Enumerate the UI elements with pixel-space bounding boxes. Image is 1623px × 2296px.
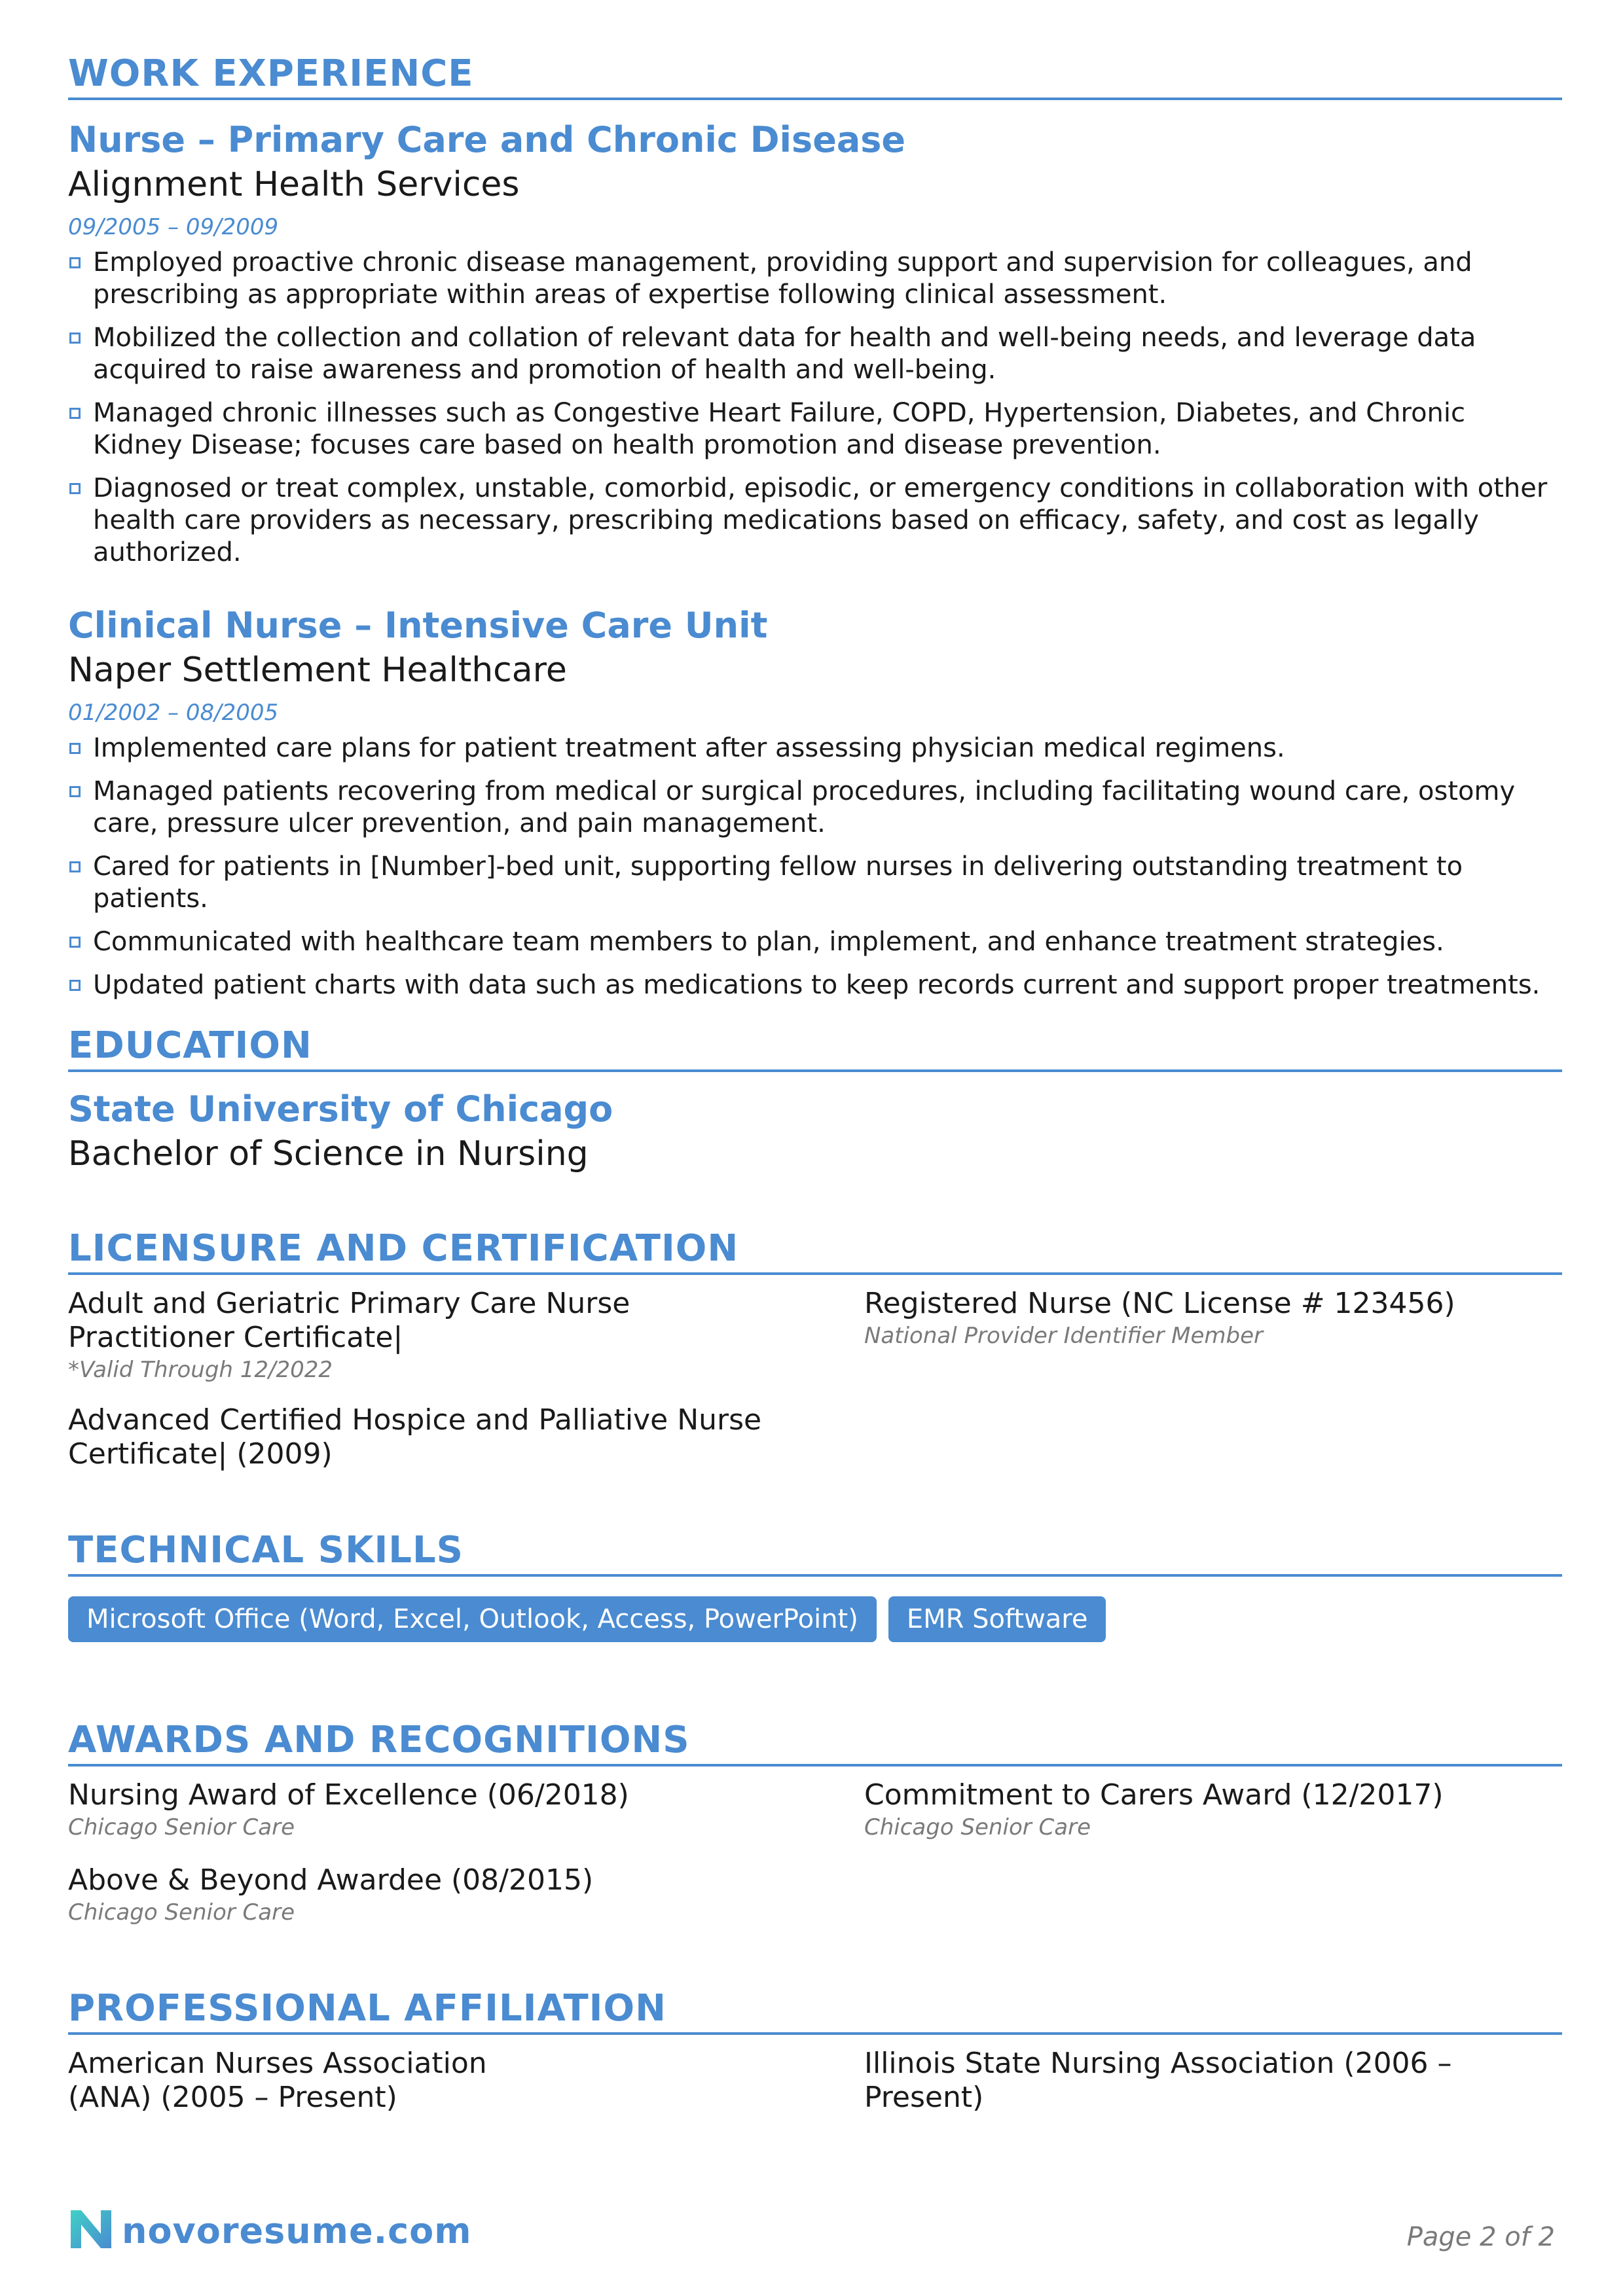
- affiliation-left-column: [68, 2047, 864, 2115]
- section-title-licensure: LICENSURE AND CERTIFICATION: [68, 1227, 1562, 1275]
- novoresume-logo[interactable]: [68, 2208, 471, 2253]
- certificate-note: *Valid Through 12/2022: [68, 1357, 333, 1383]
- job-dates: 01/2002 – 08/2005: [68, 700, 279, 726]
- award-name: Nursing Award of Excellence (06/2018): [68, 1778, 629, 1812]
- skills-section: [68, 1529, 1562, 1642]
- award-name: Above & Beyond Awardee (08/2015): [68, 1863, 594, 1897]
- skill-tag: EMR Software: [888, 1596, 1106, 1642]
- work-experience-section: [68, 52, 1562, 1013]
- education-section: [68, 1024, 1562, 1175]
- licensure-right-column: [864, 1287, 1562, 1471]
- awards-right-column: [864, 1778, 1562, 1928]
- novoresume-n-icon: [68, 2208, 114, 2253]
- company-name: Naper Settlement Healthcare: [68, 651, 567, 690]
- licensure-section: [68, 1227, 1562, 1471]
- section-title-work-experience: WORK EXPERIENCE: [68, 52, 1562, 100]
- bullet-item: Diagnosed or treat complex, unstable, comorbid, episodic, or emergency conditions in collaboration with other health care providers as necessary, prescribing medications based on efficacy, safety, and cost as legally authorized.: [68, 473, 1562, 569]
- job-entry: [68, 117, 1562, 569]
- page-number: Page 2 of 2: [1406, 2222, 1555, 2252]
- section-title-skills: TECHNICAL SKILLS: [68, 1529, 1562, 1577]
- bullet-item: Cared for patients in [Number]-bed unit, supporting fellow nurses in delivering outstanding treatment to patients.: [68, 851, 1562, 915]
- bullet-item: Mobilized the collection and collation of relevant data for health and well-being needs, and leverage data acquired to raise awareness and promotion of health and well-being.: [68, 322, 1562, 386]
- award-org: Chicago Senior Care: [864, 1814, 1091, 1840]
- school-name: State University of Chicago: [68, 1088, 613, 1130]
- job-title: Nurse – Primary Care and Chronic Disease: [68, 119, 906, 160]
- affiliation-name: American Nurses Association (ANA) (2005 – Present): [68, 2047, 487, 2114]
- affiliation-section: [68, 1987, 1562, 2115]
- skill-tag: Microsoft Office (Word, Excel, Outlook, Access, PowerPoint): [68, 1596, 877, 1642]
- affiliation-right-column: [864, 2047, 1562, 2115]
- section-title-education: EDUCATION: [68, 1024, 1562, 1072]
- bullet-item: Communicated with healthcare team members to plan, implement, and enhance treatment strategies.: [68, 926, 1562, 958]
- awards-section: [68, 1719, 1562, 1928]
- company-name: Alignment Health Services: [68, 165, 520, 204]
- licensure-left-column: [68, 1287, 864, 1471]
- affiliation-name: Illinois State Nursing Association (2006 – Present): [864, 2047, 1452, 2114]
- license-name: Registered Nurse (NC License # 123456): [864, 1287, 1455, 1320]
- award-name: Commitment to Carers Award (12/2017): [864, 1778, 1444, 1812]
- job-title: Clinical Nurse – Intensive Care Unit: [68, 605, 768, 646]
- job-bullets: [68, 732, 1562, 1001]
- certificate-name: Advanced Certified Hospice and Palliative Nurse Certificate| (2009): [68, 1403, 762, 1471]
- bullet-item: Implemented care plans for patient treatment after assessing physician medical regimens.: [68, 732, 1562, 764]
- section-title-affiliation: PROFESSIONAL AFFILIATION: [68, 1987, 1562, 2035]
- bullet-item: Employed proactive chronic disease management, providing support and supervision for colleagues, and prescribing as appropriate within areas of expertise following clinical assessment.: [68, 247, 1562, 311]
- bullet-item: Managed chronic illnesses such as Congestive Heart Failure, COPD, Hypertension, Diabetes, and Chronic Kidney Disease; focuses care based on health promotion and disease prevention.: [68, 397, 1562, 461]
- award-org: Chicago Senior Care: [68, 1899, 295, 1926]
- logo-text: novoresume.com: [122, 2210, 472, 2251]
- license-note: National Provider Identifier Member: [864, 1323, 1263, 1349]
- awards-left-column: [68, 1778, 864, 1928]
- degree: Bachelor of Science in Nursing: [68, 1134, 589, 1174]
- section-title-awards: AWARDS AND RECOGNITIONS: [68, 1719, 1562, 1767]
- award-org: Chicago Senior Care: [68, 1814, 295, 1840]
- bullet-item: Updated patient charts with data such as medications to keep records current and support proper treatments.: [68, 969, 1562, 1001]
- job-dates: 09/2005 – 09/2009: [68, 214, 279, 240]
- job-bullets: [68, 247, 1562, 569]
- bullet-item: Managed patients recovering from medical or surgical procedures, including facilitating wound care, ostomy care, pressure ulcer prevention, and pain management.: [68, 776, 1562, 840]
- certificate-name: Adult and Geriatric Primary Care Nurse Practitioner Certificate|: [68, 1287, 630, 1354]
- job-entry: [68, 603, 1562, 1001]
